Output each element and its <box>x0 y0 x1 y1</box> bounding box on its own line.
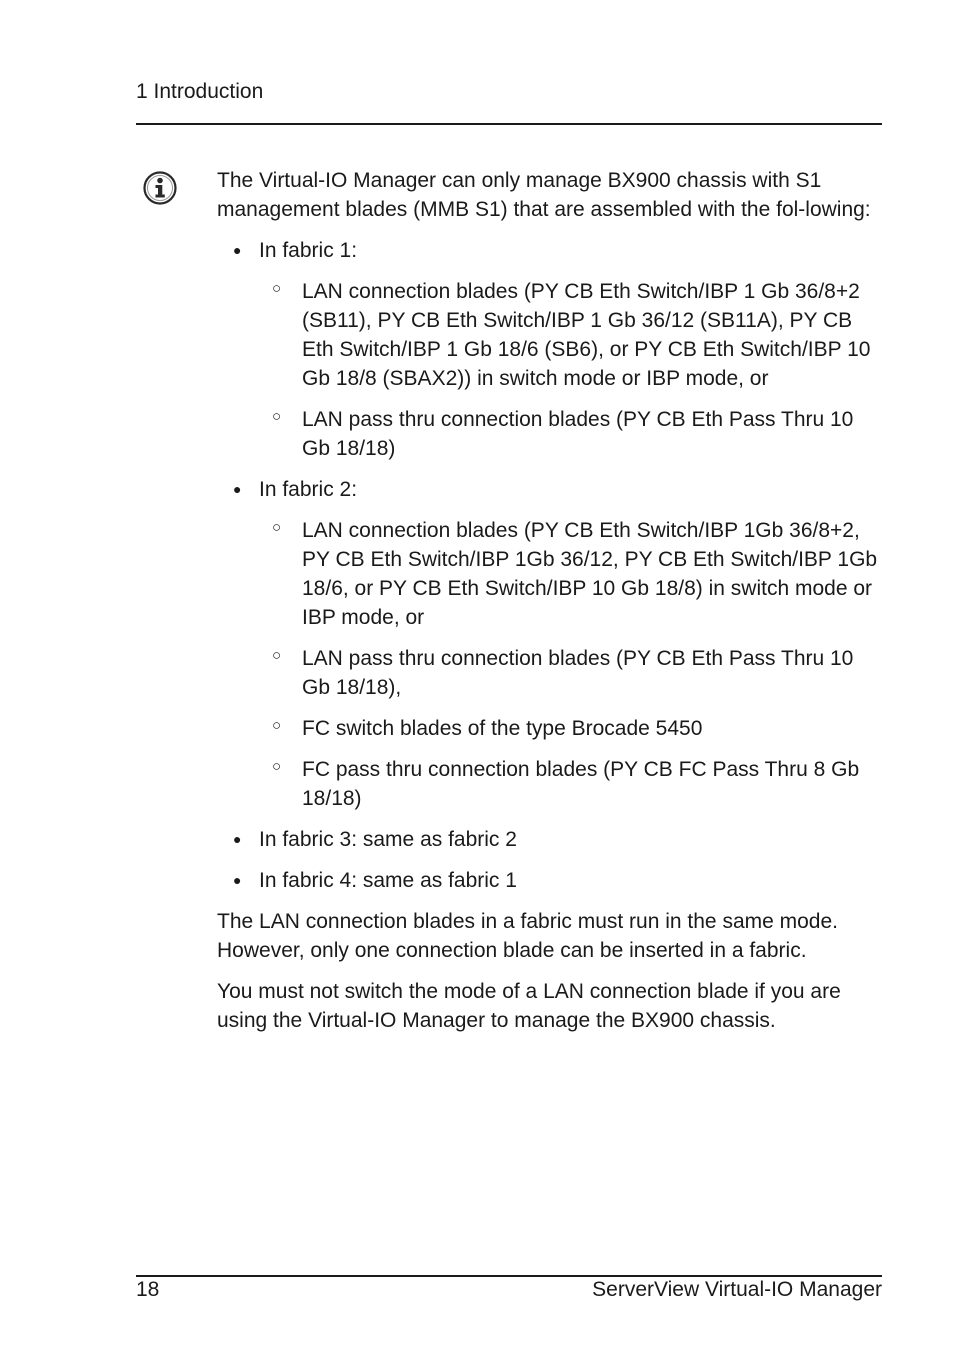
list-item <box>259 516 883 632</box>
list-item <box>217 236 883 463</box>
list-item <box>259 405 883 463</box>
note-content <box>217 166 883 1047</box>
info-icon <box>142 170 178 206</box>
list-item <box>259 755 883 813</box>
bullet-circle: ○ <box>272 280 282 297</box>
list-item <box>217 475 883 813</box>
list-item <box>217 825 883 854</box>
bullet-circle: ○ <box>272 519 282 536</box>
blade-text: FC switch blades of the type Brocade 5450 <box>302 717 703 740</box>
fabric-1-blade-list <box>259 277 883 463</box>
note-intro: The Virtual-IO Manager can only manage BX900 chassis with S1 management blades (MMB S1) that are assembled with the fol-lowing: <box>217 169 871 221</box>
bullet-dot: ● <box>233 242 242 258</box>
bullet-dot: ● <box>233 831 242 847</box>
fabric-label: In fabric 1: <box>259 239 358 262</box>
bullet-circle: ○ <box>272 408 282 425</box>
fabric-label: In fabric 3: same as fabric 2 <box>259 828 517 851</box>
header-divider <box>136 123 882 125</box>
blade-text: LAN connection blades (PY CB Eth Switch/IBP 1 Gb 36/8+2 (SB11), PY CB Eth Switch/IBP 1 Gb 36/12 (SB11A), PY CB Eth Switch/IBP 1 Gb 18/6 (SB6), or PY CB Eth Switch/IBP 10 Gb 18/8 (SBAX2)) in switch mode or IBP mode, or <box>302 280 871 390</box>
bullet-circle: ○ <box>272 758 282 775</box>
blade-text: LAN connection blades (PY CB Eth Switch/IBP 1Gb 36/8+2, PY CB Eth Switch/IBP 1Gb 36/12, PY CB Eth Switch/IBP 1Gb 18/6, or PY CB Eth Switch/IBP 10 Gb 18/8) in switch mode or IBP mode, or <box>302 519 878 629</box>
bullet-dot: ● <box>233 481 242 497</box>
chapter-title: 1 Introduction <box>136 80 264 103</box>
fabric-label: In fabric 2: <box>259 478 358 501</box>
mode-paragraph: The LAN connection blades in a fabric must run in the same mode. However, only one connection blade can be inserted in a fabric. <box>217 910 838 962</box>
list-item <box>217 866 883 895</box>
bullet-circle: ○ <box>272 717 282 734</box>
list-item <box>259 714 883 743</box>
fabric-label: In fabric 4: same as fabric 1 <box>259 869 517 892</box>
blade-text: FC pass thru connection blades (PY CB FC Pass Thru 8 Gb 18/18) <box>302 758 860 810</box>
blade-text: LAN pass thru connection blades (PY CB Eth Pass Thru 10 Gb 18/18), <box>302 647 854 699</box>
fabric-list <box>217 236 883 895</box>
product-name: ServerView Virtual-IO Manager <box>592 1278 882 1301</box>
list-item <box>259 277 883 393</box>
page-number: 18 <box>136 1278 160 1301</box>
list-item <box>259 644 883 702</box>
bullet-circle: ○ <box>272 647 282 664</box>
fabric-2-blade-list <box>259 516 883 813</box>
bullet-dot: ● <box>233 872 242 888</box>
blade-text: LAN pass thru connection blades (PY CB Eth Pass Thru 10 Gb 18/18) <box>302 408 854 460</box>
warning-paragraph: You must not switch the mode of a LAN connection blade if you are using the Virtual-IO Manager to manage the BX900 chassis. <box>217 980 841 1032</box>
